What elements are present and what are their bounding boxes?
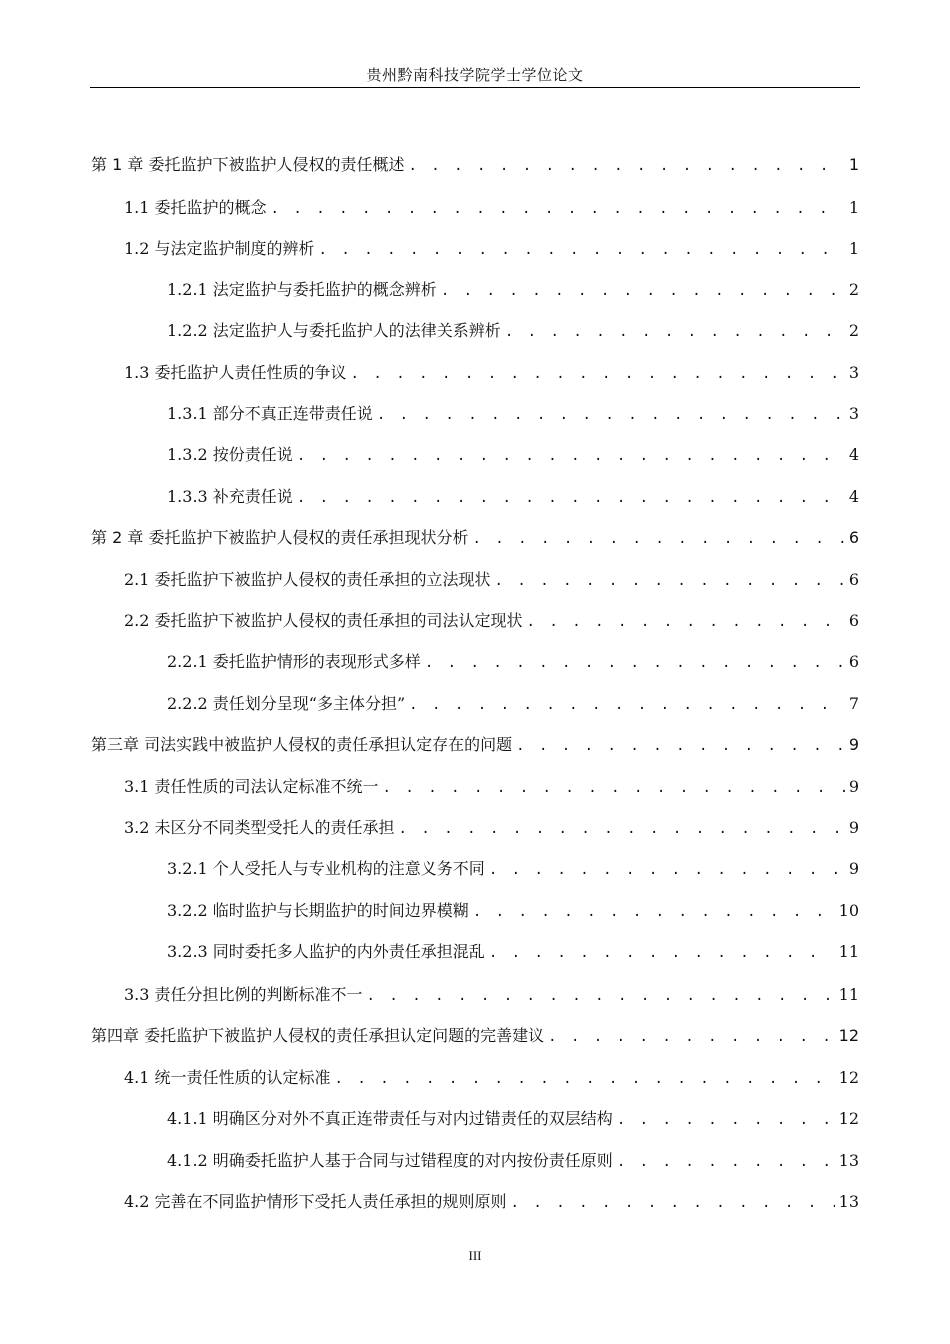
toc-dot-leader bbox=[505, 318, 845, 346]
toc-entry-page: 12 bbox=[838, 1026, 859, 1045]
toc-entry-page: 2 bbox=[848, 280, 859, 299]
toc-entry-title: 第四章 委托监护下被监护人侵权的责任承担认定问题的完善建议 bbox=[91, 1026, 545, 1045]
toc-entry[interactable] bbox=[167, 897, 859, 925]
toc-dot-leader bbox=[319, 236, 845, 264]
toc-entry[interactable] bbox=[91, 1022, 859, 1050]
toc-entry[interactable] bbox=[124, 773, 859, 801]
toc-dot-leader bbox=[473, 898, 835, 926]
toc-entry-page: 9 bbox=[848, 777, 859, 796]
toc-dot-leader bbox=[335, 1065, 835, 1093]
toc-entry-page: 3 bbox=[848, 363, 859, 382]
toc-entry[interactable] bbox=[91, 731, 859, 759]
toc-dot-leader bbox=[399, 815, 845, 843]
toc-dot-leader bbox=[271, 195, 845, 223]
toc-entry-page: 6 bbox=[848, 652, 859, 671]
toc-entry-title: 3.2 未区分不同类型受托人的责任承担 bbox=[124, 818, 395, 837]
toc-entry-title: 3.2.1 个人受托人与专业机构的注意义务不同 bbox=[167, 859, 485, 878]
toc-entry-page: 12 bbox=[838, 1109, 859, 1128]
toc-entry-page: 11 bbox=[838, 985, 859, 1004]
toc-entry-title: 4.1.1 明确区分对外不真正连带责任与对内过错责任的双层结构 bbox=[167, 1109, 613, 1128]
toc-entry-page: 9 bbox=[848, 818, 859, 837]
toc-entry-title: 第 1 章 委托监护下被监护人侵权的责任概述 bbox=[91, 155, 405, 174]
toc-entry[interactable] bbox=[167, 1147, 859, 1175]
toc-entry-page: 4 bbox=[848, 445, 859, 464]
page-number: III bbox=[468, 1248, 482, 1263]
toc-entry-title: 1.3.2 按份责任说 bbox=[167, 445, 293, 464]
toc-entry-title: 4.2 完善在不同监护情形下受托人责任承担的规则原则 bbox=[124, 1192, 507, 1211]
toc-dot-leader bbox=[367, 982, 835, 1010]
toc-entry-page: 13 bbox=[838, 1192, 859, 1211]
toc-entry-page: 2 bbox=[848, 321, 859, 340]
toc-entry-title: 2.2.1 委托监护情形的表现形式多样 bbox=[167, 652, 421, 671]
toc-entry-title: 1.2.2 法定监护人与委托监护人的法律关系辨析 bbox=[167, 321, 501, 340]
toc-entry-title: 3.2.3 同时委托多人监护的内外责任承担混乱 bbox=[167, 942, 485, 961]
toc-dot-leader bbox=[527, 608, 845, 636]
toc-entry[interactable] bbox=[124, 607, 859, 635]
toc-entry-title: 4.1 统一责任性质的认定标准 bbox=[124, 1068, 331, 1087]
toc-entry-title: 第三章 司法实践中被监护人侵权的责任承担认定存在的问题 bbox=[91, 735, 513, 754]
toc-entry-page: 6 bbox=[848, 528, 859, 547]
toc-entry[interactable] bbox=[124, 981, 859, 1009]
toc-entry[interactable] bbox=[91, 151, 859, 179]
toc-dot-leader bbox=[548, 1023, 835, 1051]
header-title: 贵州黔南科技学院学士学位论文 bbox=[366, 66, 584, 84]
toc-entry[interactable] bbox=[167, 441, 859, 469]
toc-entry-page: 1 bbox=[848, 155, 859, 174]
toc-dot-leader bbox=[617, 1106, 835, 1134]
toc-entry-page: 11 bbox=[838, 942, 859, 961]
toc-entry[interactable] bbox=[124, 814, 859, 842]
toc-dot-leader bbox=[489, 856, 845, 884]
toc-entry[interactable] bbox=[124, 566, 859, 594]
toc-entry-title: 2.2 委托监护下被监护人侵权的责任承担的司法认定现状 bbox=[124, 611, 523, 630]
toc-entry-page: 6 bbox=[848, 570, 859, 589]
toc-entry-page: 12 bbox=[838, 1068, 859, 1087]
toc-entry[interactable] bbox=[124, 1064, 859, 1092]
toc-entry[interactable] bbox=[167, 855, 859, 883]
toc-dot-leader bbox=[441, 277, 845, 305]
toc-entry-page: 9 bbox=[848, 735, 859, 754]
toc-entry-page: 13 bbox=[838, 1151, 859, 1170]
toc-dot-leader bbox=[383, 774, 845, 802]
toc-entry-title: 3.2.2 临时监护与长期监护的时间边界模糊 bbox=[167, 901, 469, 920]
toc-entry-title: 4.1.2 明确委托监护人基于合同与过错程度的对内按份责任原则 bbox=[167, 1151, 613, 1170]
toc-entry[interactable] bbox=[167, 400, 859, 428]
toc-dot-leader bbox=[617, 1148, 835, 1176]
toc-entry-title: 1.1 委托监护的概念 bbox=[124, 198, 267, 217]
toc-entry-title: 1.2 与法定监护制度的辨析 bbox=[124, 239, 315, 258]
toc-entry[interactable] bbox=[91, 524, 859, 552]
toc-dot-leader bbox=[409, 691, 845, 719]
toc-entry[interactable] bbox=[167, 938, 859, 966]
toc-entry[interactable] bbox=[167, 276, 859, 304]
toc-entry-page: 3 bbox=[848, 404, 859, 423]
toc-entry[interactable] bbox=[124, 194, 859, 222]
toc-entry-title: 2.2.2 责任划分呈现“多主体分担” bbox=[167, 694, 406, 713]
toc-entry[interactable] bbox=[167, 483, 859, 511]
toc-entry[interactable] bbox=[167, 690, 859, 718]
toc-entry-page: 10 bbox=[838, 901, 859, 920]
toc-entry[interactable] bbox=[167, 1105, 859, 1133]
toc-dot-leader bbox=[495, 567, 845, 595]
toc-entry-page: 1 bbox=[848, 239, 859, 258]
header-divider bbox=[90, 87, 860, 88]
toc-dot-leader bbox=[472, 525, 844, 553]
toc-entry-title: 1.3.1 部分不真正连带责任说 bbox=[167, 404, 373, 423]
toc-dot-leader bbox=[489, 939, 835, 967]
toc-dot-leader bbox=[516, 732, 845, 760]
toc-entry-page: 4 bbox=[848, 487, 859, 506]
toc-entry-title: 3.1 责任性质的司法认定标准不统一 bbox=[124, 777, 379, 796]
toc-entry[interactable] bbox=[124, 1188, 859, 1216]
toc-entry-title: 第 2 章 委托监护下被监护人侵权的责任承担现状分析 bbox=[91, 528, 469, 547]
toc-entry-title: 3.3 责任分担比例的判断标准不一 bbox=[124, 985, 363, 1004]
toc-entry-title: 2.1 委托监护下被监护人侵权的责任承担的立法现状 bbox=[124, 570, 491, 589]
toc-entry[interactable] bbox=[167, 648, 859, 676]
toc-dot-leader bbox=[511, 1189, 835, 1217]
toc-dot-leader bbox=[425, 649, 845, 677]
toc-entry[interactable] bbox=[167, 317, 859, 345]
toc-dot-leader bbox=[297, 484, 845, 512]
toc-entry-page: 6 bbox=[848, 611, 859, 630]
toc-entry-title: 1.2.1 法定监护与委托监护的概念辨析 bbox=[167, 280, 437, 299]
toc-entry-title: 1.3.3 补充责任说 bbox=[167, 487, 293, 506]
toc-entry-page: 7 bbox=[848, 694, 859, 713]
toc-entry[interactable] bbox=[124, 359, 859, 387]
toc-dot-leader bbox=[297, 442, 845, 470]
toc-dot-leader bbox=[351, 360, 845, 388]
toc-entry-title: 1.3 委托监护人责任性质的争议 bbox=[124, 363, 347, 382]
toc-entry[interactable] bbox=[124, 235, 859, 263]
toc-entry-page: 1 bbox=[848, 198, 859, 217]
toc-dot-leader bbox=[408, 152, 844, 180]
toc-dot-leader bbox=[377, 401, 845, 429]
toc-entry-page: 9 bbox=[848, 859, 859, 878]
